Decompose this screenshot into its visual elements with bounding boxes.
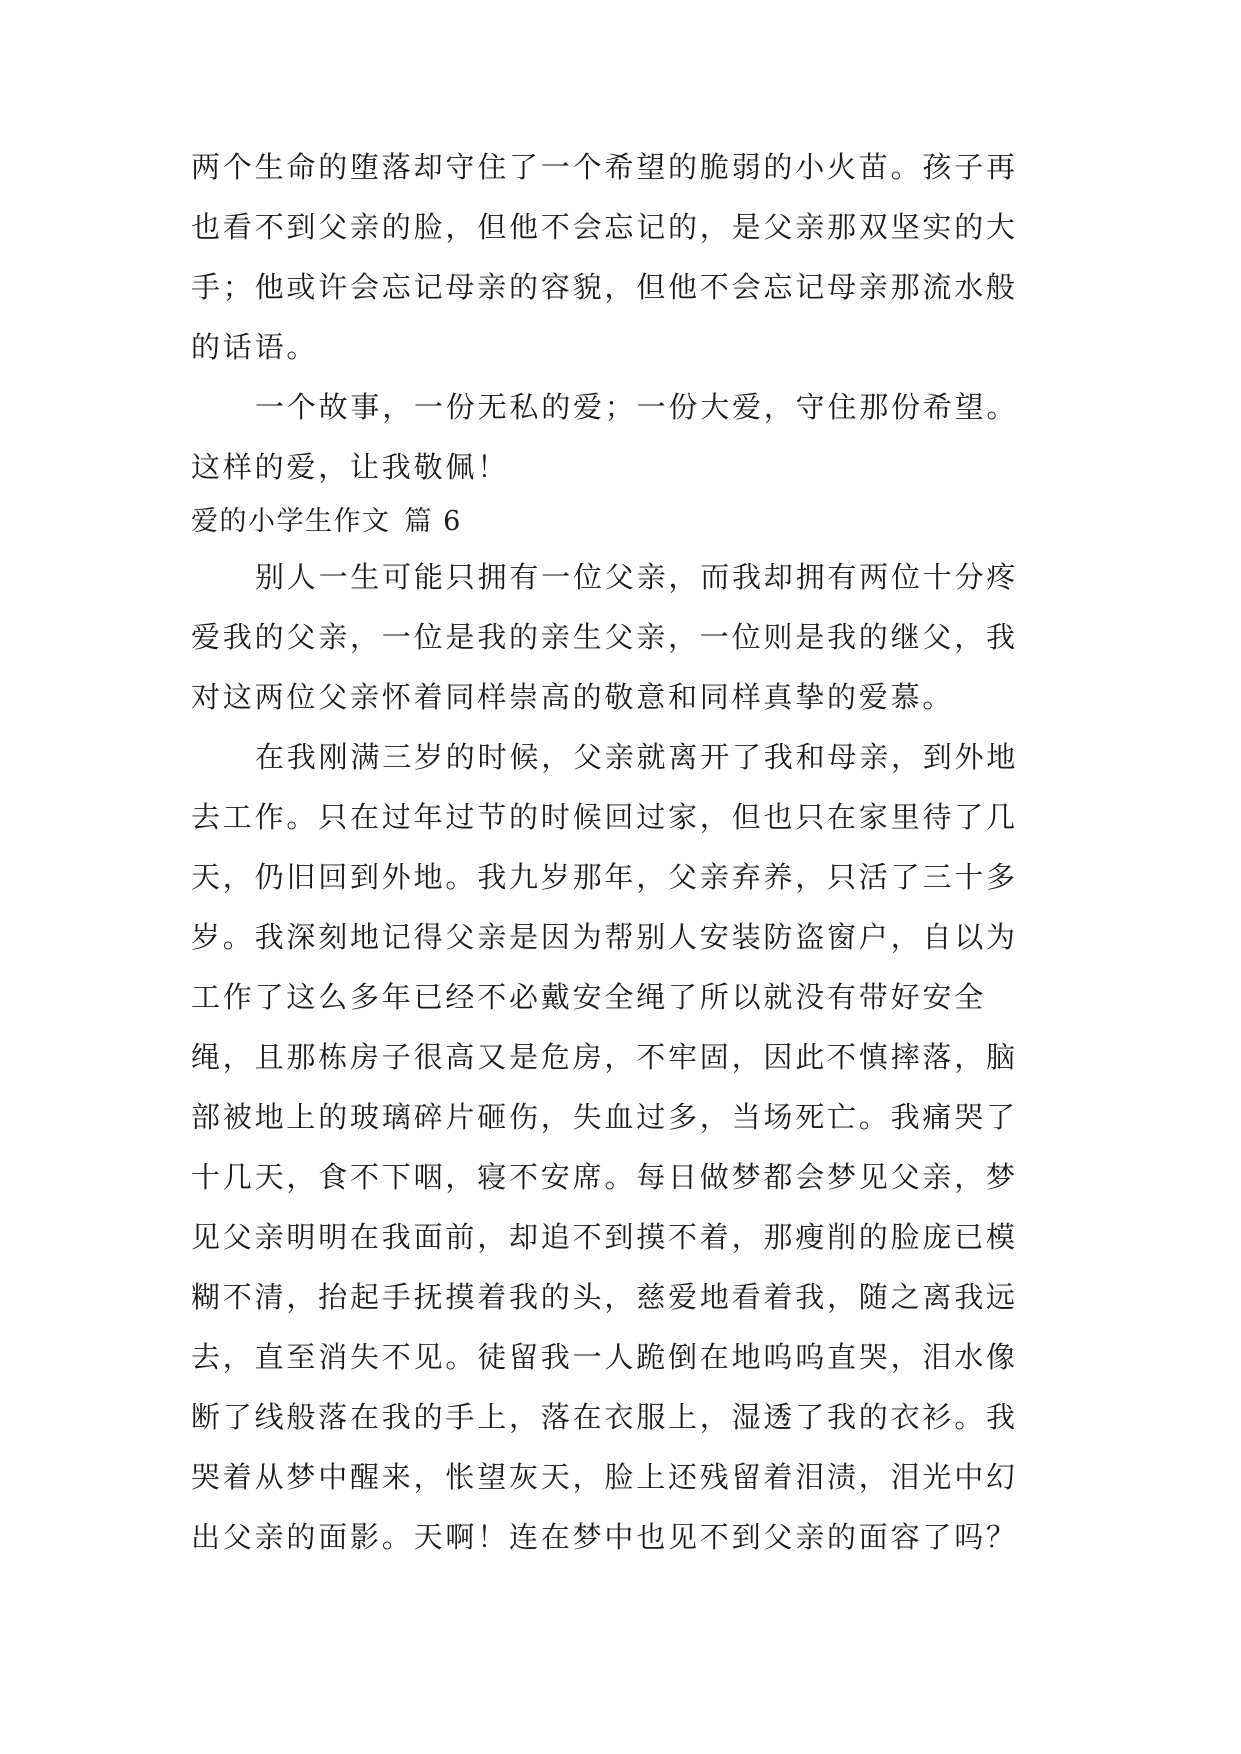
text-line: 部被地上的玻璃碎片砸伤，失血过多，当场死亡。我痛哭了	[191, 1100, 1018, 1134]
text-line: 工作了这么多年已经不必戴安全绳了所以就没有带好安全	[191, 980, 987, 1014]
paragraph-4	[191, 742, 1063, 1552]
text-line: 别人一生可能只拥有一位父亲，而我却拥有两位十分疼	[255, 560, 1019, 594]
text-line: 绳，且那栋房子很高又是危房，不牢固，因此不慎摔落，脑	[191, 1040, 1018, 1074]
section-heading	[191, 507, 1063, 537]
text-line: 出父亲的面影。天啊！连在梦中也见不到父亲的面容了吗？	[191, 1520, 1018, 1554]
section-number: 篇 6	[404, 506, 462, 537]
text-line: 对这两位父亲怀着同样崇高的敬意和同样真挚的爱慕。	[191, 680, 955, 714]
section-title: 爱的小学生作文	[191, 506, 391, 537]
text-line: 断了线般落在我的手上，落在衣服上，湿透了我的衣衫。我	[191, 1400, 1018, 1434]
text-line: 去，直至消失不见。徒留我一人跪倒在地呜呜直哭，泪水像	[191, 1340, 1018, 1374]
text-line: 也看不到父亲的脸，但他不会忘记的，是父亲那双坚实的大	[191, 210, 1018, 244]
text-line: 十几天，食不下咽，寝不安席。每日做梦都会梦见父亲，梦	[191, 1160, 1018, 1194]
text-line: 爱我的父亲，一位是我的亲生父亲，一位则是我的继父，我	[191, 620, 1018, 654]
document-page	[191, 152, 1063, 1582]
paragraph-1	[191, 152, 1063, 362]
text-line: 的话语。	[191, 330, 319, 364]
text-line: 岁。我深刻地记得父亲是因为帮别人安装防盗窗户，自以为	[191, 920, 1018, 954]
text-line: 手；他或许会忘记母亲的容貌，但他不会忘记母亲那流水般	[191, 270, 1018, 304]
text-line: 天，仍旧回到外地。我九岁那年，父亲弃养，只活了三十多	[191, 860, 1018, 894]
text-line: 这样的爱，让我敬佩！	[191, 450, 510, 484]
text-line: 哭着从梦中醒来，怅望灰天，脸上还残留着泪渍，泪光中幻	[191, 1460, 1018, 1494]
text-line: 一个故事，一份无私的爱；一份大爱，守住那份希望。	[255, 390, 1019, 424]
text-line: 在我刚满三岁的时候，父亲就离开了我和母亲，到外地	[255, 740, 1019, 774]
text-line: 见父亲明明在我面前，却追不到摸不着，那瘦削的脸庞已模	[191, 1220, 1018, 1254]
paragraph-2	[191, 392, 1063, 482]
paragraph-3	[191, 562, 1063, 712]
text-line: 糊不清，抬起手抚摸着我的头，慈爱地看着我，随之离我远	[191, 1280, 1018, 1314]
text-line: 两个生命的堕落却守住了一个希望的脆弱的小火苗。孩子再	[191, 150, 1018, 184]
text-line: 去工作。只在过年过节的时候回过家，但也只在家里待了几	[191, 800, 1018, 834]
